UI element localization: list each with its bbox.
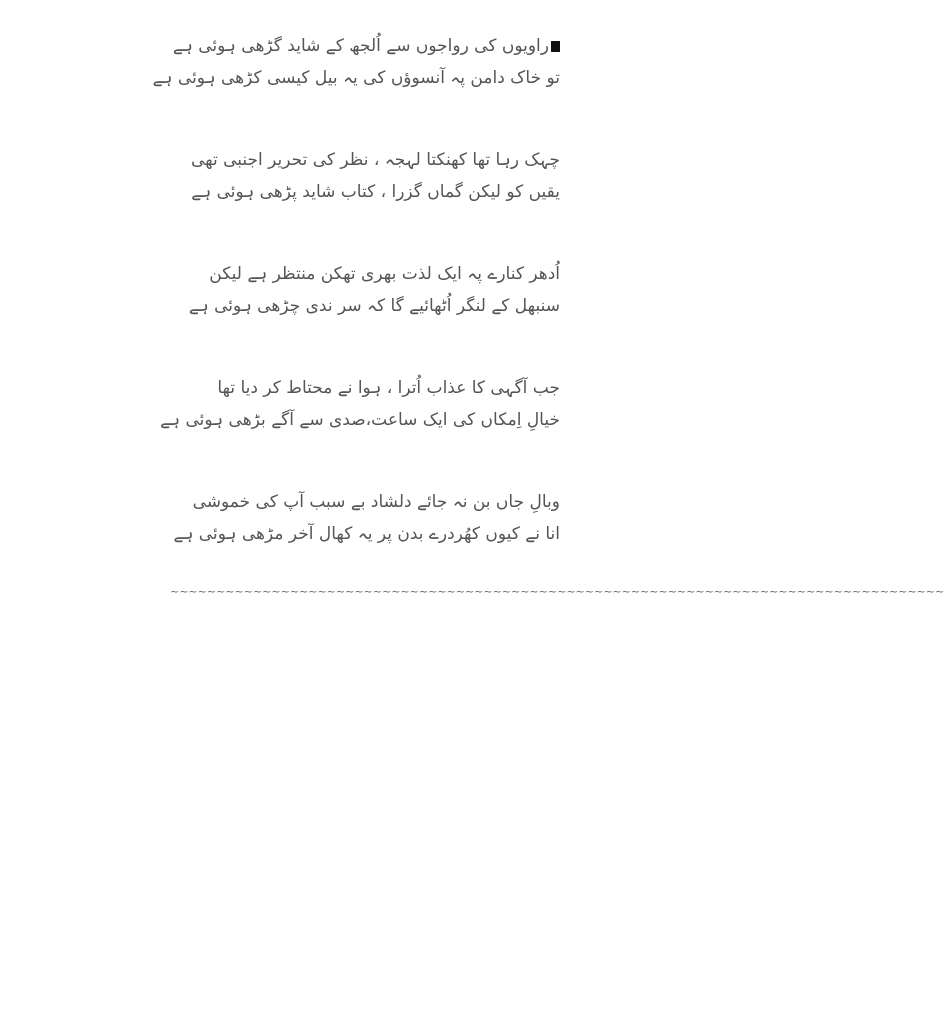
stanza-3-line-1: اُدھر کنارے پہ ایک لذت بھری تھکن منتظر ہے لیکن — [209, 264, 560, 284]
poem-verse: راویوں کی رواجوں سے اُلجھ کے شاید گڑھی ہوئی ہے — [172, 36, 549, 56]
stanza-1-line-1 — [150, 30, 560, 62]
stanza-3 — [150, 258, 560, 322]
stanza-4-line-1: جب آگہی کا عذاب اُترا ، ہوا نے محتاط کر دیا تھا — [217, 378, 560, 398]
poem — [150, 30, 944, 600]
tilde-divider: ~~~~~~~~~~~~~~~~~~~~~~~~~~~~~~~~~~~~~~~~~~~~~~~~~~~~~~~~~~~~~~~~~~~~~~~~~~~~~~~~~~~~ — [170, 585, 944, 598]
stanza-2-line-1: چہک رہا تھا کھنکتا لہجہ ، نظر کی تحریر اجنبی تھی — [190, 150, 560, 170]
stanza-5 — [150, 486, 560, 550]
stanza-5-line-2: انا نے کیوں کھُردرے بدن پر یہ کھال آخر مڑھی ہوئی ہے — [173, 524, 560, 544]
stanza-5-line-1: وبالِ جاں بن نہ جائے دلشاد بے سبب آپ کی خموشی — [192, 492, 560, 512]
bullet-mark-icon — [551, 41, 560, 52]
stanza-2-line-2: یقیں کو لیکن گماں گزرا ، کتاب شاید پڑھی ہوئی ہے — [191, 182, 560, 202]
stanza-2 — [150, 144, 560, 208]
stanza-1 — [150, 30, 560, 94]
stanza-1-line-2: تو خاک دامن پہ آنسوؤں کی یہ بیل کیسی کڑھی ہوئی ہے — [152, 68, 560, 88]
stanza-3-line-2: سنبھل کے لنگر اُٹھائیے گا کہ سر ندی چڑھی ہوئی ہے — [188, 296, 560, 316]
stanza-4-line-2: خیالِ اِمکاں کی ایک ساعت،صدی سے آگے بڑھی ہوئی ہے — [160, 410, 560, 430]
stanza-4 — [150, 372, 560, 436]
